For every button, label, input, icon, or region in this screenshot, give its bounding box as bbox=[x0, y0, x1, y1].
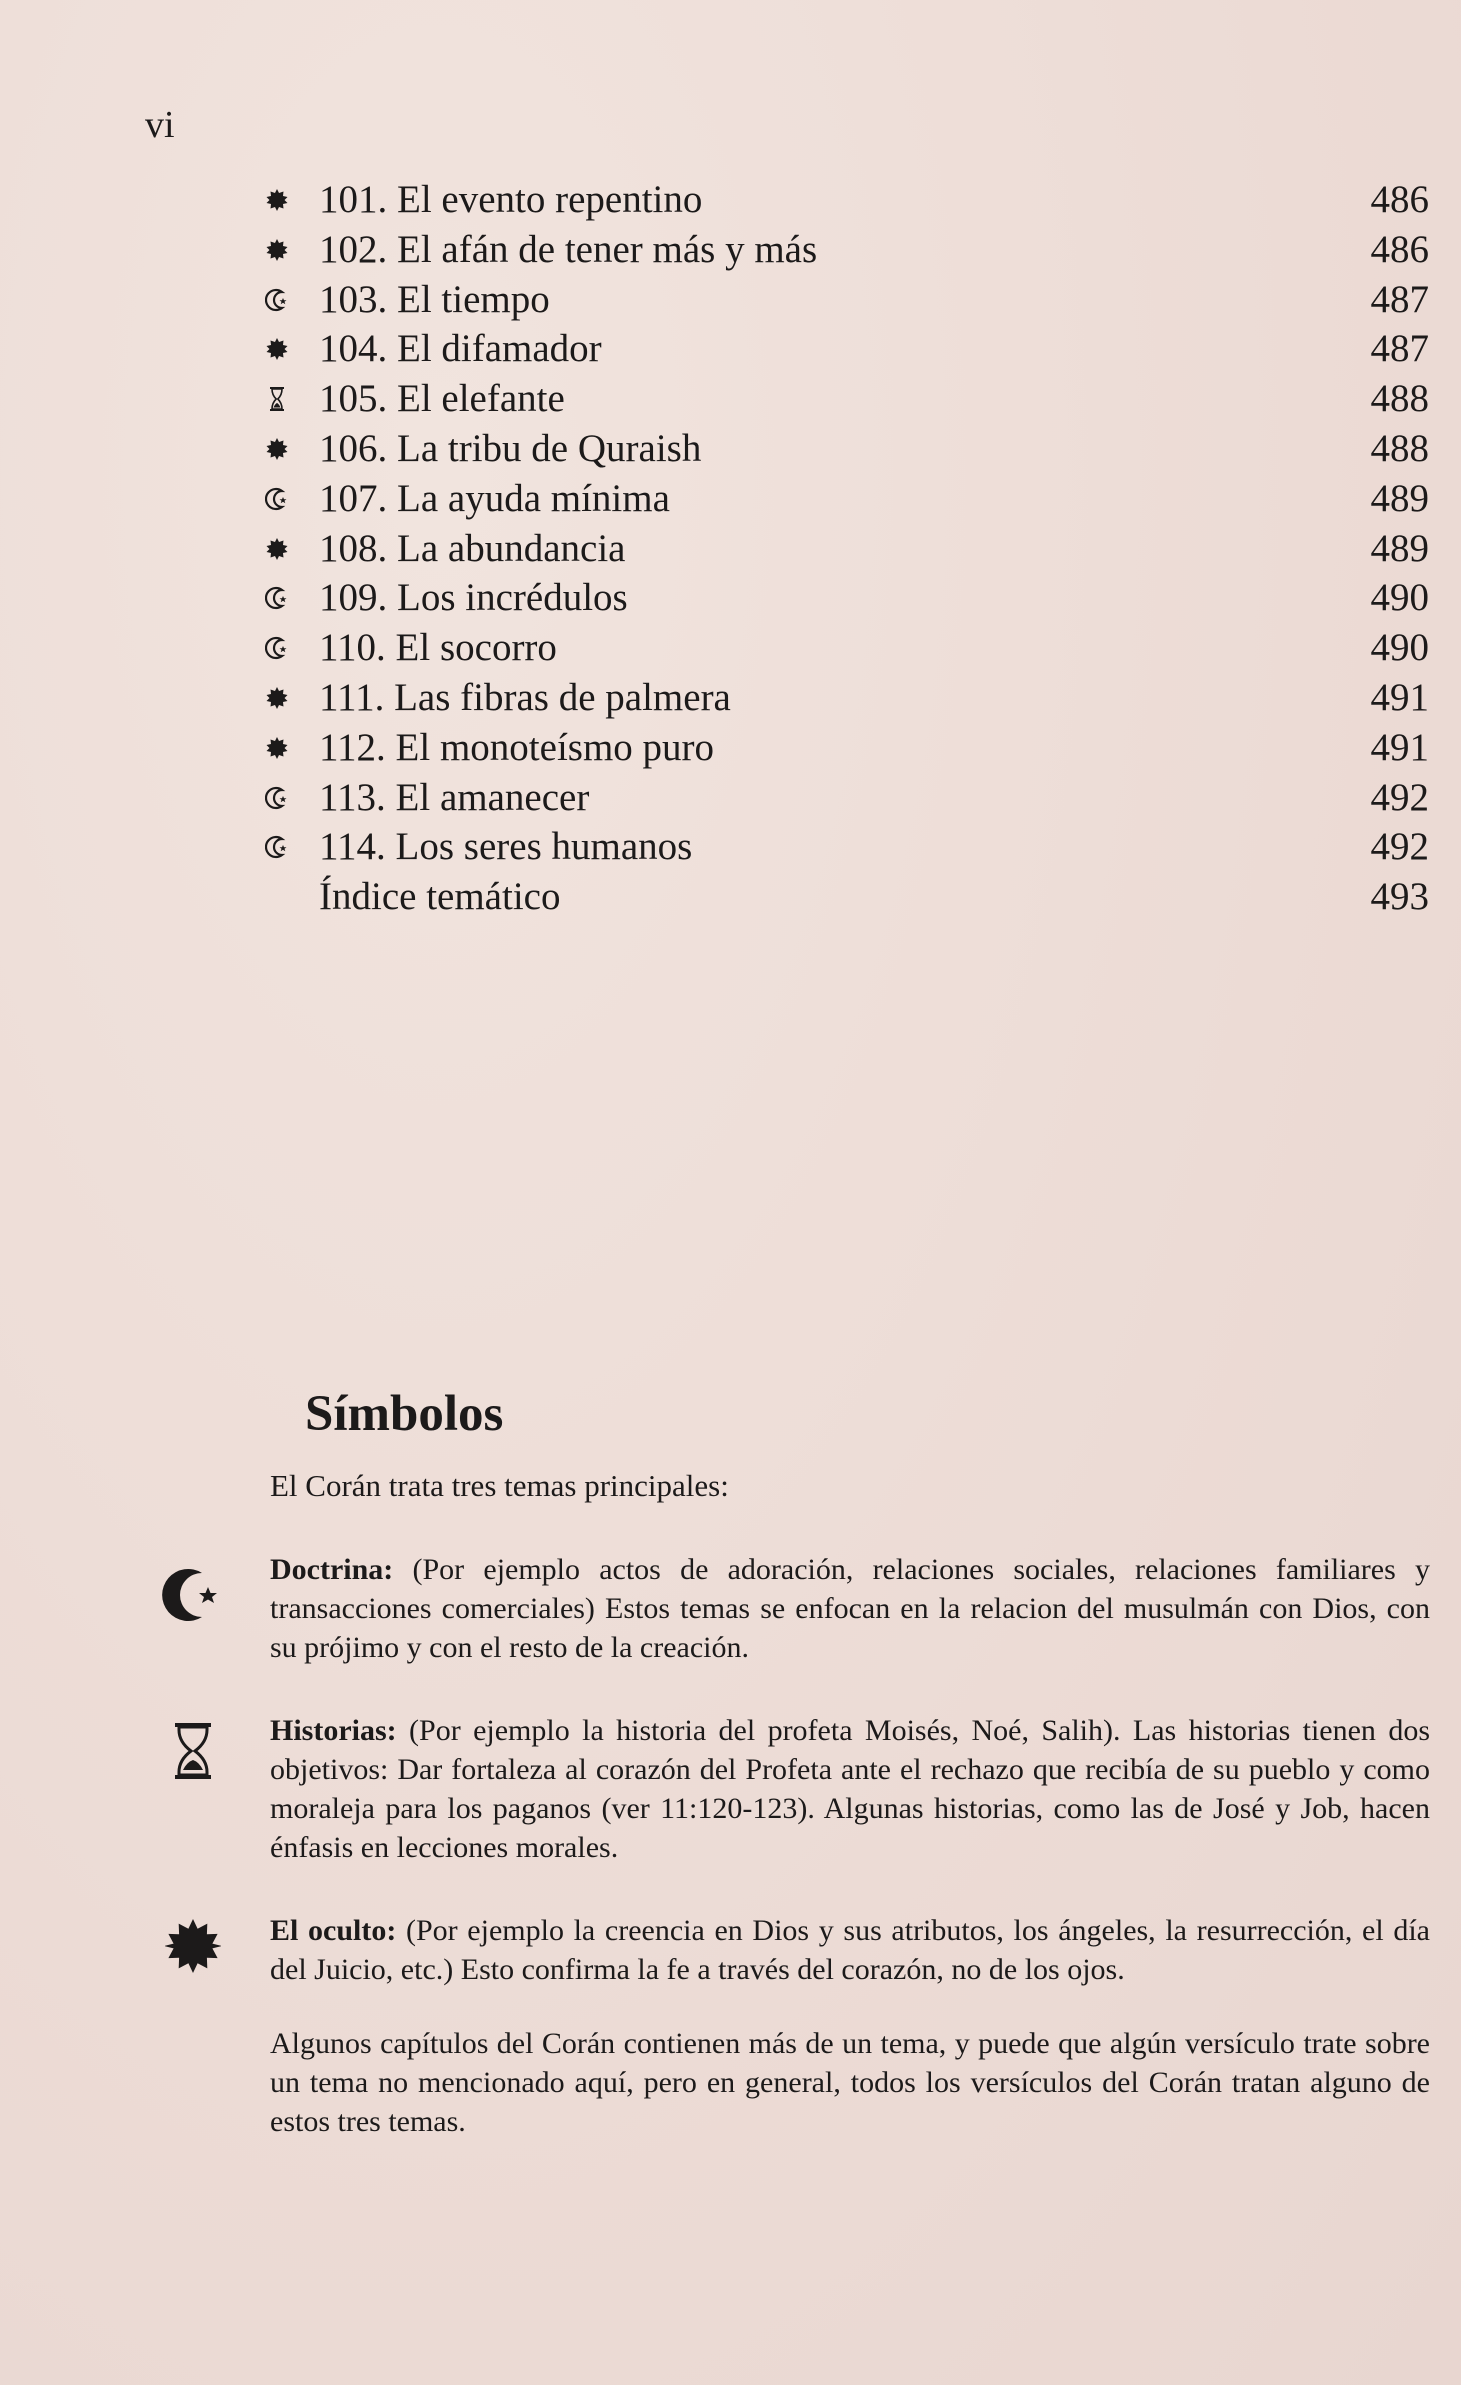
toc-entry bbox=[0, 275, 1461, 325]
toc-entry-title: 101. El evento repentino bbox=[319, 178, 703, 221]
star-icon bbox=[258, 181, 296, 219]
crescent-icon bbox=[258, 579, 296, 617]
toc-entry bbox=[0, 474, 1461, 524]
toc-entry bbox=[0, 225, 1461, 275]
toc-entry-title: 114. Los seres humanos bbox=[319, 825, 693, 869]
hidden-label: El oculto: bbox=[270, 1914, 397, 1947]
toc-entry bbox=[0, 324, 1461, 374]
toc-entry-title: Índice temático bbox=[319, 875, 561, 919]
toc-entry bbox=[0, 822, 1461, 872]
stories-description bbox=[270, 1711, 1430, 1867]
hidden-description bbox=[270, 1911, 1430, 1989]
hidden-text: (Por ejemplo la creencia en Dios y sus atributos, los ángeles, la resurrección, el día del Juicio, etc.) Esto confirma la fe a través del corazón, no de los ojos. bbox=[270, 1914, 1430, 1986]
toc-entry-page: 492 bbox=[1370, 825, 1429, 869]
toc-entry-page: 487 bbox=[1370, 327, 1429, 371]
star-icon bbox=[258, 330, 296, 368]
toc-entry-title: 107. La ayuda mínima bbox=[319, 476, 670, 520]
toc-entry bbox=[0, 374, 1461, 424]
toc-entry bbox=[0, 723, 1461, 773]
doctrine-label: Doctrina: bbox=[270, 1553, 394, 1586]
star-icon bbox=[258, 679, 296, 717]
crescent-icon bbox=[258, 480, 296, 518]
toc-entry-title: 108. La abundancia bbox=[319, 526, 626, 570]
toc-entry-title: 111. Las fibras de palmera bbox=[319, 676, 731, 719]
toc-entry-page: 489 bbox=[1370, 476, 1429, 520]
star-icon bbox=[258, 729, 296, 767]
toc-entry bbox=[0, 623, 1461, 673]
toc-entry-page: 488 bbox=[1370, 377, 1429, 421]
toc-entry-title: 104. El difamador bbox=[319, 327, 602, 371]
toc-entry-title: 106. La tribu de Quraish bbox=[319, 427, 702, 470]
toc-entry bbox=[0, 524, 1461, 574]
section-title: Símbolos bbox=[305, 1386, 504, 1442]
star-icon bbox=[165, 1918, 221, 1979]
toc-entry bbox=[0, 424, 1461, 474]
toc-entry-page: 486 bbox=[1370, 178, 1429, 221]
hourglass-icon bbox=[258, 380, 296, 418]
star-icon bbox=[258, 231, 296, 269]
crescent-icon bbox=[258, 629, 296, 667]
doctrine-description bbox=[270, 1550, 1430, 1667]
toc-entry-page: 493 bbox=[1370, 875, 1429, 919]
toc-entry-title: 109. Los incrédulos bbox=[319, 576, 628, 620]
toc-entry-title: 103. El tiempo bbox=[319, 277, 550, 321]
toc-entry-page: 487 bbox=[1370, 277, 1429, 321]
toc-entry bbox=[0, 872, 1461, 922]
toc-entry-title: 113. El amanecer bbox=[319, 775, 590, 819]
toc-entry-title: 105. El elefante bbox=[319, 377, 565, 421]
toc-entry-page: 486 bbox=[1370, 227, 1429, 271]
toc-entry-title: 110. El socorro bbox=[319, 626, 557, 670]
crescent-icon bbox=[258, 281, 296, 319]
symbols-intro: El Corán trata tres temas principales: bbox=[270, 1468, 729, 1503]
toc-entry bbox=[0, 573, 1461, 623]
toc-entry bbox=[0, 773, 1461, 823]
page-number: vi bbox=[145, 104, 175, 146]
toc-entry-title: 112. El monoteísmo puro bbox=[319, 725, 715, 769]
stories-text: (Por ejemplo la historia del profeta Moisés, Noé, Salih). Las historias tienen dos objetivos: Dar fortaleza al corazón del Profeta ante el rechazo que recibía de su pueblo y como moraleja para los paganos (ver 11:120-123). Algunas historias, como las de José y Job, hacen énfasis en lecciones morales. bbox=[270, 1714, 1430, 1864]
toc-entry-page: 490 bbox=[1370, 576, 1429, 620]
toc-entry-page: 489 bbox=[1370, 526, 1429, 570]
toc-entry-page: 491 bbox=[1370, 725, 1429, 769]
doctrine-text: (Por ejemplo actos de adoración, relaciones sociales, relaciones familiares y transacciones comerciales) Estos temas se enfocan en la relacion del musulmán con Dios, con su prójimo y con el resto de la creación. bbox=[270, 1553, 1430, 1664]
toc-entry-page: 492 bbox=[1370, 775, 1429, 819]
toc-entry-page: 490 bbox=[1370, 626, 1429, 670]
crescent-icon bbox=[258, 828, 296, 866]
crescent-icon bbox=[158, 1565, 222, 1630]
toc-entry-title: 102. El afán de tener más y más bbox=[319, 227, 818, 271]
toc-entry-page: 491 bbox=[1370, 676, 1429, 719]
star-icon bbox=[258, 430, 296, 468]
closing-paragraph: Algunos capítulos del Corán contienen más de un tema, y puede que algún versículo trate sobre un tema no mencionado aquí, pero en general, todos los versículos del Corán tratan alguno de estos tres temas. bbox=[270, 2027, 1430, 2138]
hourglass-icon bbox=[173, 1722, 213, 1785]
star-icon bbox=[258, 530, 296, 568]
stories-label: Historias: bbox=[270, 1714, 397, 1747]
toc-entry-page: 488 bbox=[1370, 427, 1429, 470]
toc-entry bbox=[0, 175, 1461, 225]
crescent-icon bbox=[258, 779, 296, 817]
toc-entry bbox=[0, 673, 1461, 723]
